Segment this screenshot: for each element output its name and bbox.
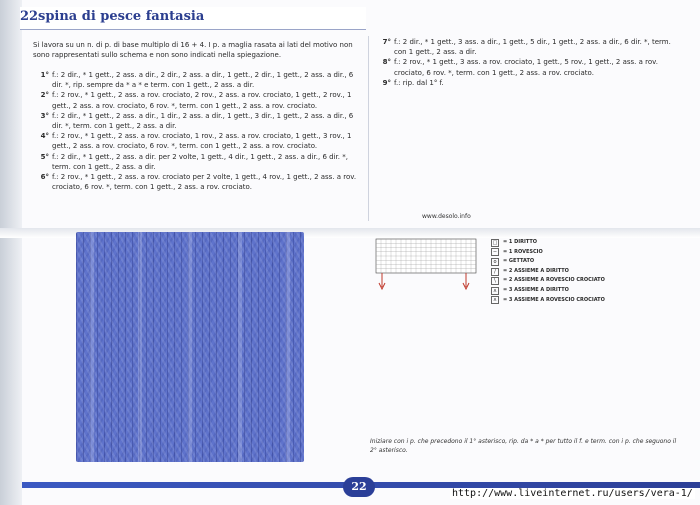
row-number: 9° bbox=[382, 78, 391, 87]
row-number: 2° bbox=[40, 91, 49, 100]
instructions-right bbox=[375, 37, 680, 88]
page-number-badge: 22 bbox=[343, 477, 375, 497]
pattern-number: 22 bbox=[20, 9, 39, 24]
legend-label: = 2 ASSIEME A ROVESCIO CROCIATO bbox=[503, 277, 605, 284]
instruction-row bbox=[33, 172, 363, 192]
row-text: f.: 2 dir., * 1 gett., 3 ass. a dir., 1 gett., 5 dir., 1 gett., 2 ass. a dir., 6 dir. *, term. con 1 gett., 2 ass. a dir. bbox=[394, 38, 671, 57]
pattern-title: spina di pesce fantasia bbox=[38, 9, 205, 24]
row-number: 4° bbox=[40, 132, 49, 141]
legend-label: = 1 ROVESCIO bbox=[503, 248, 543, 255]
instruction-row bbox=[33, 70, 363, 90]
legend-label: = 3 ASSIEME A DIRITTO bbox=[503, 286, 569, 293]
row-number: 7° bbox=[382, 38, 391, 46]
legend-item bbox=[491, 257, 641, 267]
book-spine bbox=[0, 0, 22, 505]
chart-grid-lines bbox=[376, 239, 476, 273]
stitch-chart bbox=[372, 237, 484, 297]
instruction-row bbox=[375, 37, 680, 57]
legend-item bbox=[491, 286, 641, 296]
legend-item bbox=[491, 296, 641, 306]
row-number: 1° bbox=[40, 71, 49, 79]
instruction-row bbox=[375, 57, 680, 77]
swatch-rib bbox=[138, 232, 142, 462]
row-text: f.: 2 rov., * 1 gett., 2 ass. a rov. crociato, 2 rov., 2 ass. a rov. crociato, 1 gett., 2 rov., 1 gett., 2 ass. a rov. crociato, 6 rov. *, term. con 1 gett., 2 ass. a rov. crociato. bbox=[52, 91, 352, 110]
instruction-row bbox=[33, 152, 363, 172]
legend-item bbox=[491, 238, 641, 248]
row-number: 6° bbox=[40, 173, 49, 182]
row-number: 8° bbox=[382, 58, 391, 67]
row-text: f.: 2 rov., * 1 gett., 2 ass. a rov. crociato per 2 volte, 1 gett., 4 rov., 1 gett., 2 ass. a rov. crociato, 6 rov. *, term. con 1 gett., 2 ass. a rov. crociato. bbox=[52, 173, 357, 192]
instruction-row bbox=[33, 111, 363, 131]
swatch-rib bbox=[286, 232, 290, 462]
legend-label: = 2 ASSIEME A DIRITTO bbox=[503, 267, 569, 274]
row-text: f.: 2 rov., * 1 gett., 2 ass. a rov. crociato, 1 rov., 2 ass. a rov. crociato, 1 gett., 3 rov., 1 gett., 2 ass. a rov. crociato, 6 rov. *, term. con 1 gett., 2 ass. a rov. crociato. bbox=[52, 132, 352, 151]
instruction-row bbox=[33, 90, 363, 110]
instruction-row bbox=[375, 78, 680, 88]
chart-legend bbox=[491, 238, 641, 305]
column-divider bbox=[368, 36, 369, 221]
swatch-rib bbox=[188, 232, 192, 462]
row-text: f.: rip. dal 1° f. bbox=[394, 78, 444, 87]
source-url: www.desolo.info bbox=[422, 213, 471, 220]
knitted-swatch-photo bbox=[76, 232, 304, 462]
watermark-url: http://www.liveinternet.ru/users/vera-1/ bbox=[452, 488, 693, 499]
k2tog-symbol-icon: / bbox=[491, 268, 499, 276]
swatch-rib bbox=[90, 232, 94, 462]
row-text: f.: 2 dir., * 1 gett., 2 ass. a dir. per 2 volte, 1 gett., 4 dir., 1 gett., 2 ass. a dir., 6 dir. *, term. con 1 gett., 2 ass. a dir. bbox=[52, 152, 348, 171]
legend-item bbox=[491, 267, 641, 277]
purl-symbol-icon: − bbox=[492, 249, 498, 256]
instruction-row bbox=[33, 131, 363, 151]
legend-label: = 3 ASSIEME A ROVESCIO CROCIATO bbox=[503, 296, 605, 303]
row-number: 5° bbox=[40, 152, 49, 161]
p3tog-tbl-symbol-icon: ʌ bbox=[491, 296, 499, 304]
legend-item bbox=[491, 276, 641, 286]
swatch-rib bbox=[238, 232, 242, 462]
legend-label: = GETTATO bbox=[503, 258, 535, 265]
k3tog-symbol-icon: ʌ bbox=[491, 287, 499, 295]
instructions-left bbox=[33, 70, 363, 192]
yarn-over-symbol-icon: o bbox=[491, 258, 499, 266]
stitch-chart-grid bbox=[372, 237, 484, 297]
knit-symbol-icon: □ bbox=[492, 239, 498, 246]
intro-text: Si lavora su un n. di p. di base multiplo di 16 + 4. I p. a maglia rasata ai lati del motivo non sono rappresentati sullo schema e non sono indicati nella spiegazione. bbox=[33, 41, 353, 60]
row-text: f.: 2 rov., * 1 gett., 3 ass. a rov. crociato, 1 gett., 5 rov., 1 gett., 2 ass. a rov. crociato, 6 rov. *, term. con 1 gett., 2 ass. a rov. crociato. bbox=[394, 58, 658, 77]
row-number: 3° bbox=[40, 111, 49, 120]
legend-label: = 1 DIRITTO bbox=[503, 239, 538, 245]
row-text: f.: 2 dir., * 1 gett., 2 ass. a dir., 2 dir., 2 ass. a dir., 1 gett., 2 dir., 1 gett., 2 ass. a dir., 6 dir. *, rip. sempre da * a * e term. con 1 gett., 2 ass. a dir. bbox=[52, 71, 354, 90]
p2tog-tbl-symbol-icon: \ bbox=[491, 277, 499, 285]
chart-note: Iniziare con i p. che precedono il 1° asterisco, rip. da * a * per tutto il f. e term. con i p. che seguono il 2° asterisco. bbox=[370, 438, 677, 454]
row-text: f.: 2 dir., * 1 gett., 2 ass. a dir., 1 dir., 2 ass. a dir., 1 gett., 3 dir., 1 gett., 2 ass. a dir., 6 dir. *, term. con 1 gett., 2 ass. a dir. bbox=[52, 111, 354, 131]
legend-item bbox=[491, 248, 641, 258]
